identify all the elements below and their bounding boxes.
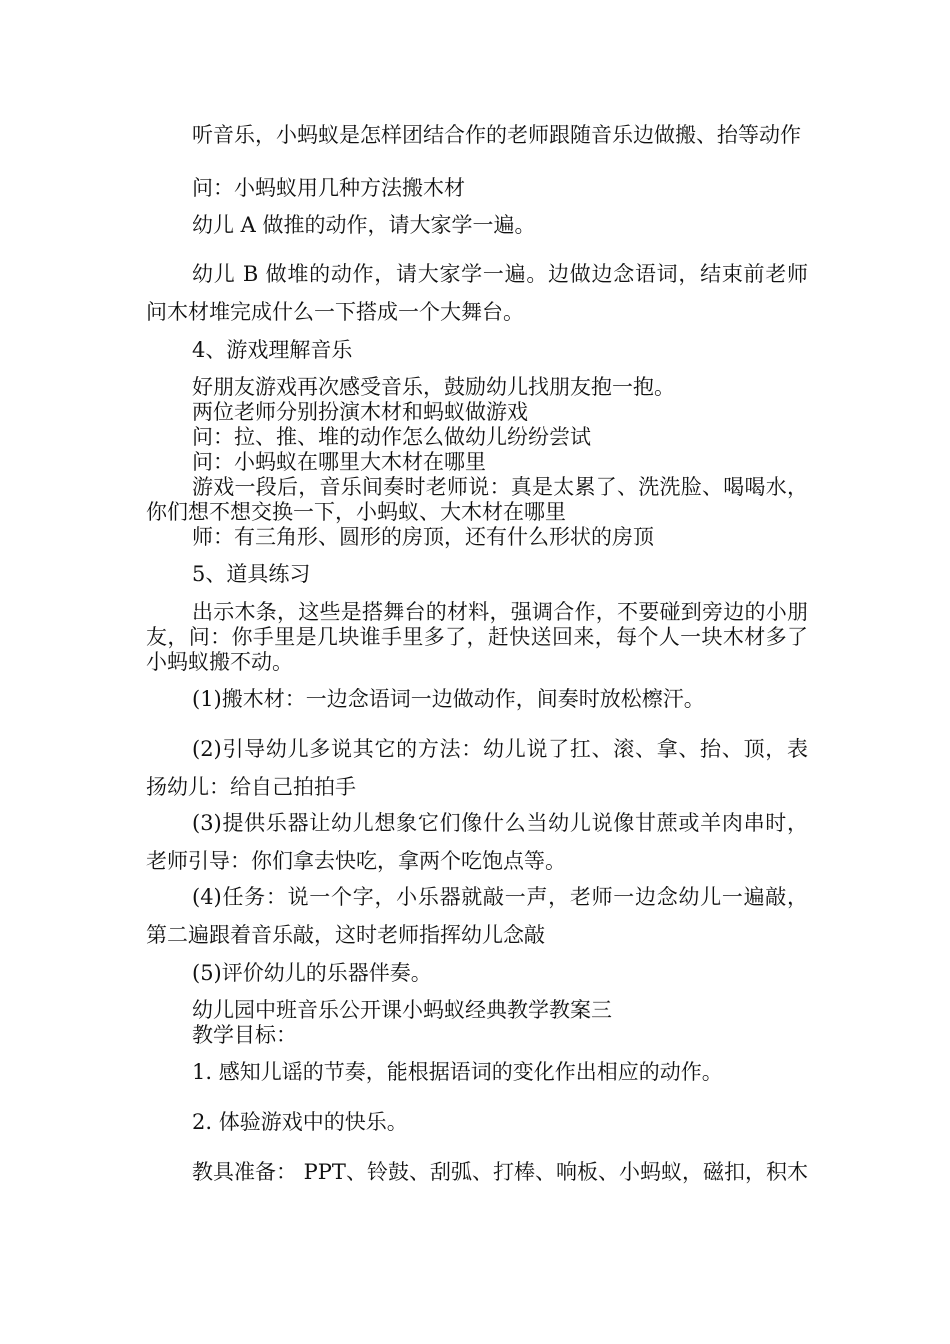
paragraph-step-4: (4)任务：说一个字，小乐器就敲一声，老师一边念幼儿一遍敲，第二遍跟着音乐敲，这时老师指挥幼儿念敲	[146, 885, 808, 947]
paragraph-step-5: (5)评价幼儿的乐器伴奏。	[192, 961, 432, 985]
heading-teaching-goals: 教学目标：	[192, 1023, 297, 1047]
paragraph-listen-music: 听音乐，小蚂蚁是怎样团结合作的老师跟随音乐边做搬、抬等动作	[192, 123, 801, 147]
heading-game-understanding: 4、游戏理解音乐	[192, 338, 353, 362]
paragraph-question-methods: 问：小蚂蚁用几种方法搬木材	[192, 176, 465, 200]
heading-lesson-three: 幼儿园中班音乐公开课小蚂蚁经典教学教案三	[192, 998, 612, 1022]
heading-props-practice: 5、道具练习	[192, 562, 311, 586]
paragraph-step-1: (1)搬木材：一边念语词一边做动作，间奏时放松檫汗。	[192, 687, 705, 711]
paragraph-step-2: (2)引导幼儿多说其它的方法：幼儿说了扛、滚、拿、抬、顶，表扬幼儿：给自己拍拍手	[146, 737, 808, 799]
paragraph-step-3: (3)提供乐器让幼儿想象它们像什么当幼儿说像甘蔗或羊肉串时，老师引导：你们拿去快吃，拿两个吃饱点等。	[146, 811, 808, 873]
paragraph-show-wood: 出示木条，这些是搭舞台的材料，强调合作，不要碰到旁边的小朋友，问：你手里是几块谁手里多了，赶快送回来，每个人一块木材多了小蚂蚁搬不动。	[146, 600, 808, 674]
paragraph-game-interlude: 游戏一段后，音乐间奏时老师说：真是太累了、洗洗脸、喝喝水，你们想不想交换一下，小蚂蚁、大木材在哪里	[146, 475, 808, 524]
paragraph-child-a: 幼儿 A 做推的动作，请大家学一遍。	[192, 213, 536, 237]
paragraph-goal-1: 1. 感知儿谣的节奏，能根据语词的变化作出相应的动作。	[192, 1060, 723, 1084]
paragraph-question-actions: 问：拉、推、堆的动作怎么做幼儿纷纷尝试	[192, 425, 591, 449]
paragraph-goal-2: 2. 体验游戏中的快乐。	[192, 1110, 408, 1134]
paragraph-question-where: 问：小蚂蚁在哪里大木材在哪里	[192, 450, 486, 474]
paragraph-friends-game: 好朋友游戏再次感受音乐，鼓励幼儿找朋友抱一抱。	[192, 375, 675, 399]
paragraph-materials: 教具准备： PPT、铃鼓、刮弧、打棒、响板、小蚂蚁，磁扣，积木	[192, 1160, 808, 1184]
paragraph-teacher-roofs: 师：有三角形、圆形的房顶，还有什么形状的房顶	[192, 525, 654, 549]
paragraph-two-teachers: 两位老师分别扮演木材和蚂蚁做游戏	[192, 400, 528, 424]
paragraph-child-b: 幼儿 B 做堆的动作，请大家学一遍。边做边念语词，结束前老师问木材堆完成什么一下搭成一个大舞台。	[146, 262, 808, 324]
